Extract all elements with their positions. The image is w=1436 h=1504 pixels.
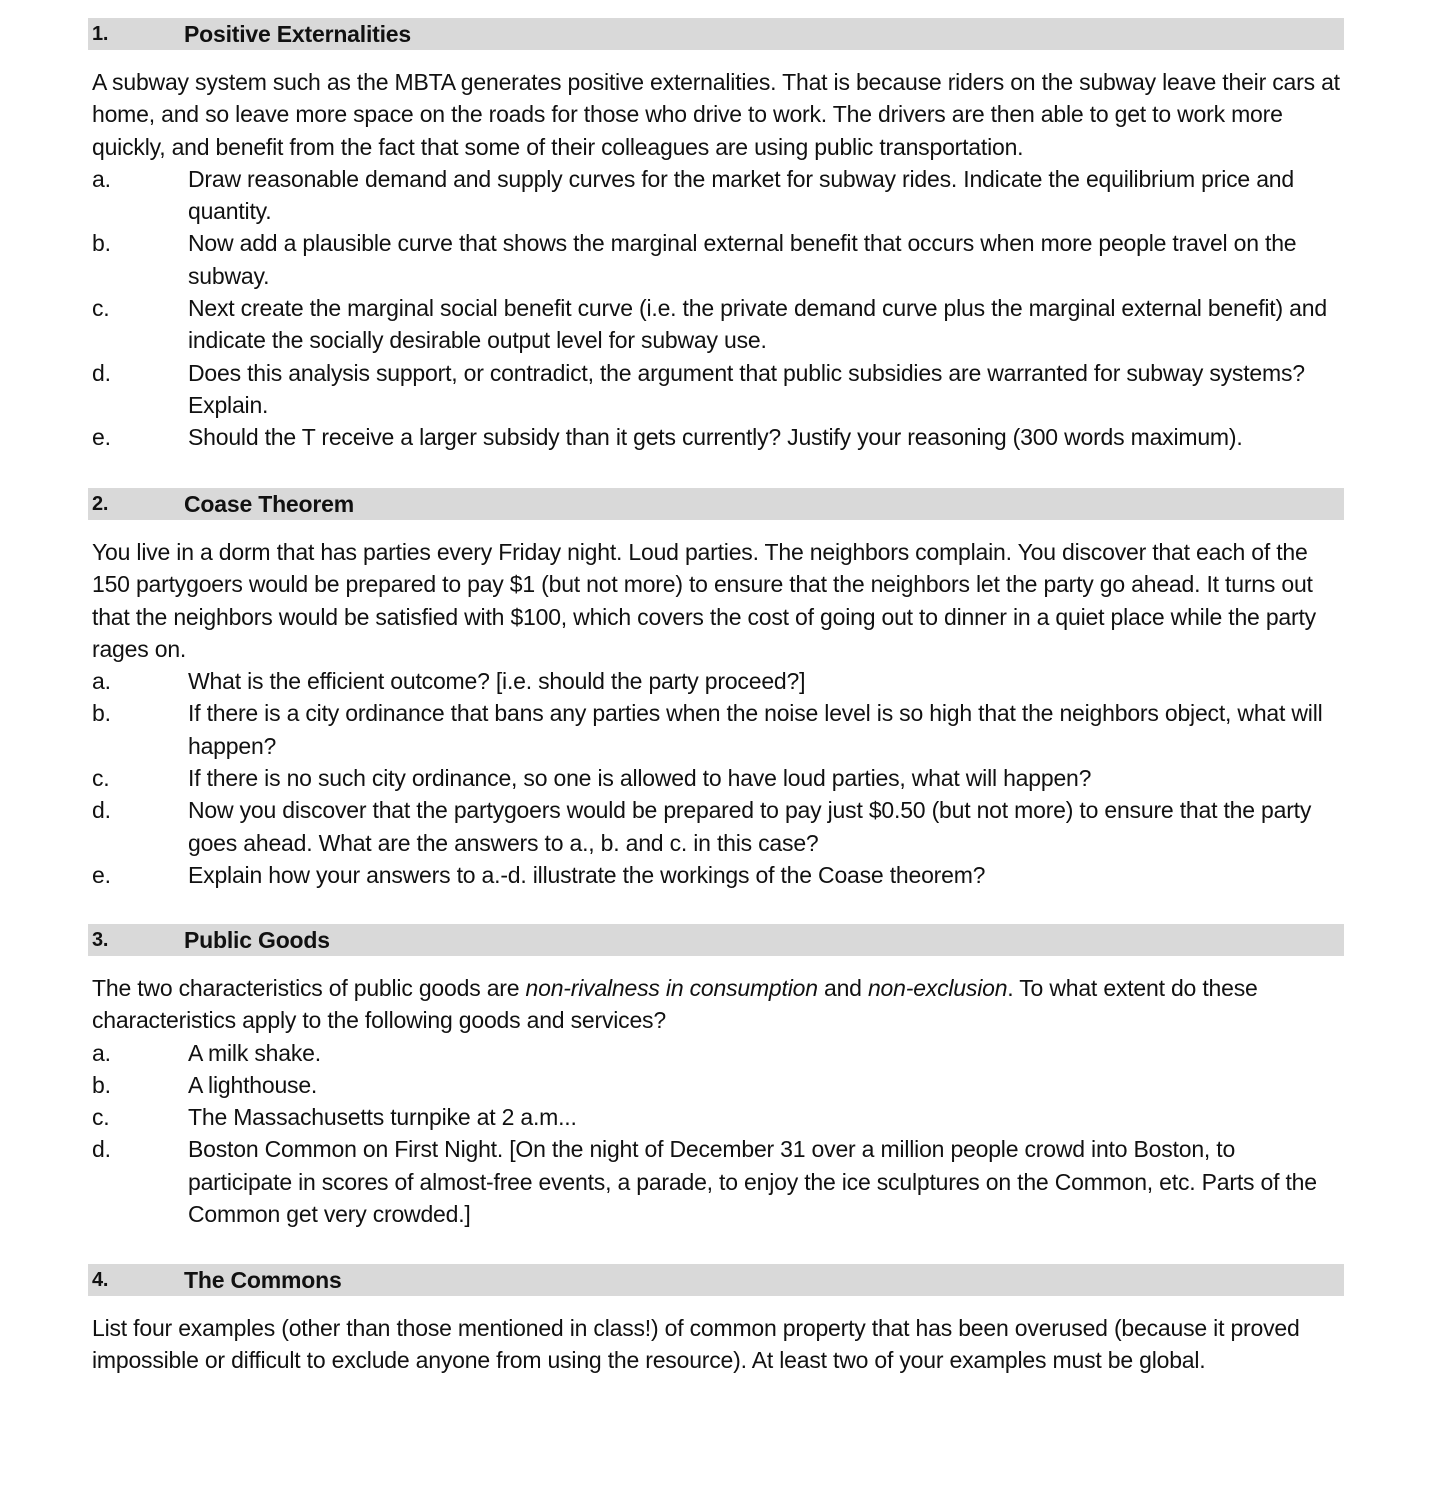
item-text: Next create the marginal social benefit curve (i.e. the private demand curve plus the marginal external benefit) and indicate the socially desirable output level for subway use.	[188, 295, 1327, 354]
section-title: The Commons	[184, 1266, 342, 1293]
item-label: a.	[92, 165, 111, 192]
item-label: d.	[92, 797, 111, 824]
list-item	[92, 665, 1344, 697]
list-item	[92, 697, 1344, 762]
section-title: Public Goods	[184, 926, 330, 953]
section-title: Coase Theorem	[184, 490, 354, 517]
section-title: Positive Externalities	[184, 20, 411, 47]
item-text: Does this analysis support, or contradict, the argument that public subsidies are warranted for subway systems? Explain.	[188, 359, 1305, 418]
section-header	[88, 924, 1344, 956]
list-item	[92, 859, 1344, 891]
item-text: Draw reasonable demand and supply curves for the market for subway rides. Indicate the equilibrium price and quantity.	[188, 165, 1294, 225]
item-label: c.	[92, 295, 110, 322]
list-item	[92, 357, 1344, 422]
item-text: Explain how your answers to a.-d. illustrate the workings of the Coase theorem?	[188, 861, 986, 888]
item-text: If there is no such city ordinance, so one is allowed to have loud parties, what will happen?	[188, 765, 1092, 792]
item-text: A milk shake.	[188, 1039, 321, 1066]
section-body: A subway system such as the MBTA generates positive externalities. That is because riders on the subway leave their cars at home, and so leave more space on the roads for those who drive to work. The drivers are then able to get to work more quickly, and benefit from the fact that some of their colleagues are using public transportation.	[92, 69, 1340, 160]
item-text: If there is a city ordinance that bans any parties when the noise level is so high that the neighbors object, what will happen?	[188, 700, 1323, 759]
item-label: c.	[92, 765, 110, 792]
section-coase-theorem	[88, 488, 1344, 891]
list-item	[92, 762, 1344, 794]
item-label: e.	[92, 861, 111, 888]
list-item	[92, 292, 1344, 357]
item-label: b.	[92, 700, 111, 727]
body-emphasis: non-exclusion	[867, 975, 1008, 1001]
item-text: A lighthouse.	[188, 1071, 318, 1098]
list-item	[92, 1069, 1344, 1101]
list-item	[92, 227, 1344, 292]
section-body	[92, 972, 1342, 1037]
list-item	[92, 1101, 1344, 1133]
item-label: a.	[92, 668, 111, 695]
item-text: The Massachusetts turnpike at 2 a.m...	[188, 1104, 577, 1131]
item-text: Should the T receive a larger subsidy than it gets currently? Justify your reasoning (300 words maximum).	[188, 424, 1243, 451]
body-text: . To what extent do these characteristics apply to the following goods and services?	[92, 975, 1258, 1034]
section-body: List four examples (other than those mentioned in class!) of common property that has been overused (because it proved impossible or difficult to exclude anyone from using the resource). At least two of your examples must be global.	[92, 1315, 1300, 1374]
list-item	[92, 163, 1344, 228]
body-text: and	[817, 975, 868, 1001]
section-header	[88, 488, 1344, 520]
body-emphasis: non-rivalness in consumption	[525, 975, 818, 1001]
item-text: What is the efficient outcome? [i.e. should the party proceed?]	[188, 668, 806, 695]
section-number: 1.	[92, 22, 109, 45]
section-positive-externalities	[88, 18, 1344, 454]
section-header	[88, 18, 1344, 50]
list-item	[92, 794, 1344, 859]
list-item	[92, 1133, 1344, 1230]
item-label: e.	[92, 424, 111, 451]
body-text: The two characteristics of public goods are	[92, 975, 526, 1001]
list-item	[92, 421, 1344, 453]
item-text: Boston Common on First Night. [On the night of December 31 over a million people crowd into Boston, to participate in scores of almost-free events, a parade, to enjoy the ice sculptures on the Common, etc. Parts of the Common get very crowded.]	[188, 1136, 1317, 1228]
section-number: 4.	[92, 1268, 109, 1291]
section-the-commons	[88, 1264, 1344, 1377]
list-item	[92, 1037, 1344, 1069]
section-header	[88, 1264, 1344, 1296]
item-text: Now add a plausible curve that shows the marginal external benefit that occurs when more people travel on the subway.	[188, 230, 1297, 289]
item-label: b.	[92, 1071, 111, 1098]
item-label: a.	[92, 1039, 111, 1066]
item-label: d.	[92, 1136, 111, 1163]
item-label: d.	[92, 359, 111, 386]
section-number: 2.	[92, 492, 109, 515]
item-text: Now you discover that the partygoers would be prepared to pay just $0.50 (but not more) to ensure that the party goes ahead. What are the answers to a., b. and c. in this case?	[188, 797, 1312, 856]
item-label: c.	[92, 1104, 110, 1131]
item-label: b.	[92, 230, 111, 257]
section-public-goods	[88, 924, 1344, 1230]
section-body: You live in a dorm that has parties every Friday night. Loud parties. The neighbors complain. You discover that each of the 150 partygoers would be prepared to pay $1 (but not more) to ensure that the neighbors let the party go ahead. It turns out that the neighbors would be satisfied with $100, which covers the cost of going out to dinner in a quiet place while the party rages on.	[92, 539, 1316, 662]
section-number: 3.	[92, 928, 109, 951]
